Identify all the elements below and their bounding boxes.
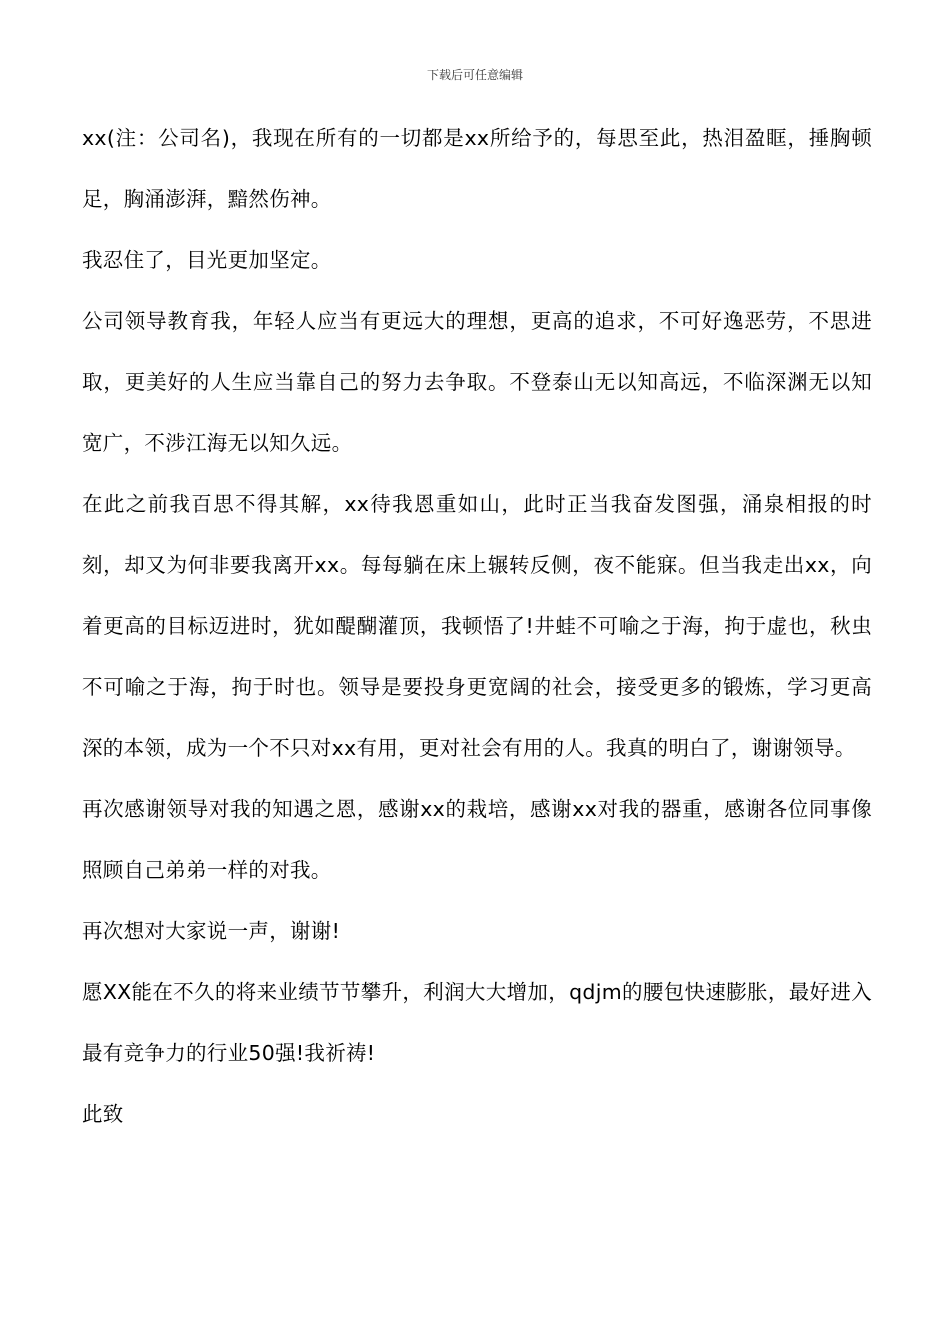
paragraph-7: 愿XX能在不久的将来业绩节节攀升，利润大大增加，qdjm的腰包快速膨胀，最好进入最有竞争力的行业50强!我祈祷! [82,980,872,1065]
page-header: 下载后可任意编辑 [426,68,523,82]
paragraph-1: xx(注：公司名)，我现在所有的一切都是xx所给予的，每思至此，热泪盈眶，捶胸顿足，胸涌澎湃，黯然伤神。 [82,126,872,211]
paragraph-5: 再次感谢领导对我的知遇之恩，感谢xx的栽培，感谢xx对我的器重，感谢各位同事像照顾自己弟弟一样的对我。 [82,797,872,882]
paragraph-3: 公司领导教育我，年轻人应当有更远大的理想，更高的追求，不可好逸恶劳，不思进取，更美好的人生应当靠自己的努力去争取。不登泰山无以知高远，不临深渊无以知宽广，不涉江海无以知久远。 [82,309,872,455]
paragraph-6: 再次想对大家说一声，谢谢! [82,919,341,943]
closing-salutation: 此致 [82,1102,124,1126]
document-body [82,108,872,1145]
paragraph-2: 我忍住了，目光更加坚定。 [82,248,332,272]
paragraph-4: 在此之前我百思不得其解，xx待我恩重如山，此时正当我奋发图强，涌泉相报的时刻，却又为何非要我离开xx。每每躺在床上辗转反侧，夜不能寐。但当我走出xx，向着更高的目标迈进时，犹如醍醐灌顶，我顿悟了!井蛙不可喻之于海，拘于虚也，秋虫不可喻之于海，拘于时也。领导是要投身更宽阔的社会，接受更多的锻炼，学习更高深的本领，成为一个不只对xx有用，更对社会有用的人。我真的明白了，谢谢领导。 [82,492,872,760]
